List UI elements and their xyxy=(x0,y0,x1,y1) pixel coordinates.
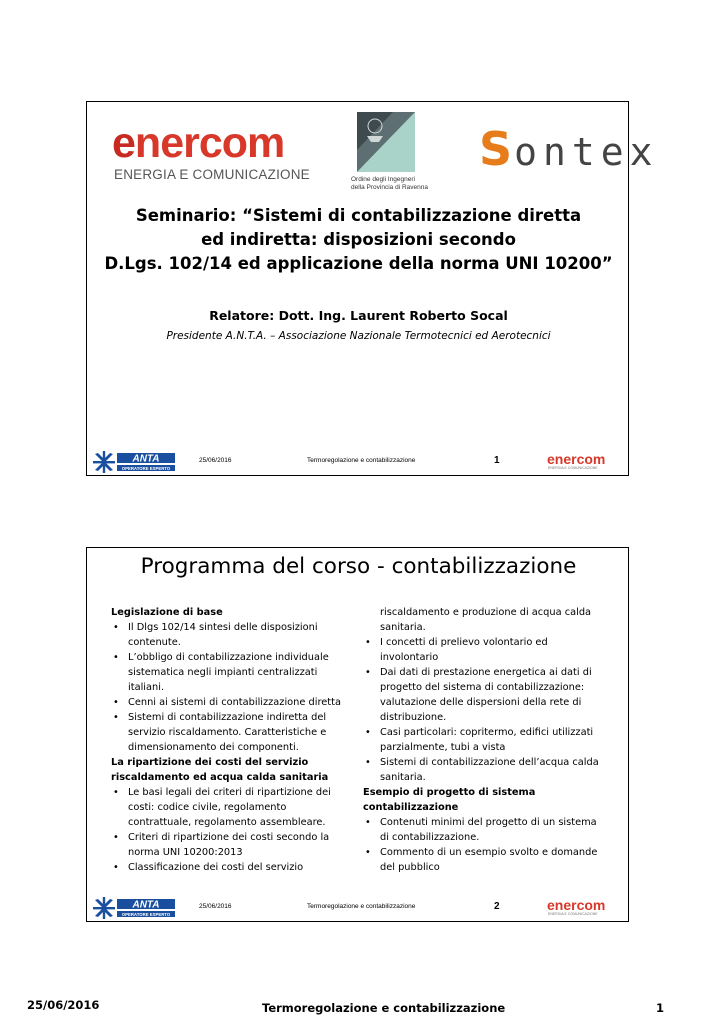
bullet-continuation: costi: codice civile, regolamento xyxy=(128,802,287,813)
enercom-small-word: enercom xyxy=(547,897,606,913)
bullet-item xyxy=(363,845,613,860)
footer-title: Termoregolazione e contabilizzazione xyxy=(307,903,416,910)
seminar-title-line-2: ed indiretta: disposizioni secondo xyxy=(201,230,516,249)
footer-date: 25/06/2016 xyxy=(199,903,232,910)
anta-logo-subtext: OPERATORE ESPERTO xyxy=(121,466,171,471)
bullet-item xyxy=(111,785,341,800)
bullet-item xyxy=(111,650,341,665)
program-left-column xyxy=(111,605,341,875)
bullet-icon: • xyxy=(113,832,119,843)
bullet-item xyxy=(363,665,613,680)
bullet-text: Sistemi di contabilizzazione dell’acqua calda xyxy=(380,757,599,768)
bullet-continuation: sanitaria. xyxy=(380,622,426,633)
bullet-continuation: norma UNI 10200:2013 xyxy=(128,847,243,858)
seminar-title-line-1: Seminario: “Sistemi di contabilizzazione diretta xyxy=(135,206,582,225)
bullet-continuation: sanitaria. xyxy=(380,772,426,783)
bullet-text: L’obbligo di contabilizzazione individuale xyxy=(128,652,329,663)
enercom-logo xyxy=(112,120,312,185)
page-number: 1 xyxy=(656,1001,665,1015)
bullet-continuation: contenute. xyxy=(128,637,181,648)
bullet-text: Cenni ai sistemi di contabilizzazione diretta xyxy=(128,697,341,708)
bullet-item xyxy=(111,860,341,875)
page-footer-title: Termoregolazione e contabilizzazione xyxy=(262,1001,506,1015)
ordine-ingegneri-logo xyxy=(351,112,431,202)
sontex-logo-word: ontex xyxy=(514,130,659,174)
slide-number: 1 xyxy=(494,455,500,466)
anta-logo-icon xyxy=(93,897,177,919)
bullet-text: Commento di un esempio svolto e domande xyxy=(380,847,598,858)
section-heading: riscaldamento ed acqua calda sanitaria xyxy=(111,772,329,783)
seminar-title-line-3: D.Lgs. 102/14 ed applicazione della norma UNI 10200” xyxy=(104,254,613,273)
bullet-text: Casi particolari: copritermo, edifici utilizzati xyxy=(380,727,594,738)
bullet-item xyxy=(363,815,613,830)
enercom-small-tagline: ENERGIA E COMUNICAZIONE xyxy=(548,912,598,916)
slide-2 xyxy=(86,547,629,922)
bullet-icon: • xyxy=(113,787,119,798)
slide-1 xyxy=(86,101,659,476)
section-heading: Legislazione di base xyxy=(111,607,223,618)
footer-title: Termoregolazione e contabilizzazione xyxy=(307,457,416,464)
footer-date: 25/06/2016 xyxy=(199,457,232,464)
bullet-icon: • xyxy=(113,712,119,723)
bullet-text: Contenuti minimi del progetto di un sistema xyxy=(380,817,597,828)
speaker-role: Presidente A.N.T.A. – Associazione Nazionale Termotecnici ed Aerotecnici xyxy=(166,330,551,342)
bullet-icon: • xyxy=(365,847,371,858)
bullet-icon: • xyxy=(113,862,119,873)
anta-logo-subtext: OPERATORE ESPERTO xyxy=(121,912,171,917)
bullet-icon: • xyxy=(365,757,371,768)
bullet-icon: • xyxy=(365,637,371,648)
enercom-small-logo xyxy=(547,452,617,472)
bullet-continuation: progetto del sistema di contabilizzazione: xyxy=(380,682,585,693)
bullet-icon: • xyxy=(113,697,119,708)
speaker-line: Relatore: Dott. Ing. Laurent Roberto Socal xyxy=(209,308,508,323)
bullet-text: Le basi legali dei criteri di ripartizione dei xyxy=(128,787,331,798)
bullet-continuation: di contabilizzazione. xyxy=(380,832,480,843)
ordine-text-line1: Ordine degli Ingegneri xyxy=(351,176,415,183)
enercom-logo-e: e xyxy=(112,119,135,167)
bullet-icon: • xyxy=(113,622,119,633)
bullet-text: Classificazione dei costi del servizio xyxy=(128,862,304,873)
bullet-item xyxy=(363,755,613,770)
bullet-continuation: sistematica negli impianti centralizzati xyxy=(128,667,318,678)
bullet-icon: • xyxy=(365,667,371,678)
bullet-continuation: dimensionamento dei componenti. xyxy=(128,742,299,753)
bullet-icon: • xyxy=(365,727,371,738)
program-title: Programma del corso - contabilizzazione xyxy=(140,554,577,579)
bullet-text: I concetti di prelievo volontario ed xyxy=(380,637,548,648)
bullet-text: Il Dlgs 102/14 sintesi delle disposizioni xyxy=(128,622,318,633)
enercom-small-logo xyxy=(547,898,617,918)
bullet-continuation: parzialmente, tubi a vista xyxy=(380,742,506,753)
bullet-text: Dai dati di prestazione energetica ai dati di xyxy=(380,667,592,678)
bullet-continuation: valutazione delle dispersioni della rete di xyxy=(380,697,582,708)
seminar-title xyxy=(87,204,630,276)
bullet-item xyxy=(111,710,341,725)
ordine-emblem-icon xyxy=(357,112,415,172)
slide-footer xyxy=(87,449,630,475)
anta-logo-text: ANTA xyxy=(132,453,160,465)
bullet-continuation: italiani. xyxy=(128,682,165,693)
program-right-column xyxy=(363,605,613,875)
page-footer-date: 25/06/2016 xyxy=(27,998,100,1012)
anta-logo-text: ANTA xyxy=(132,899,160,911)
bullet-item xyxy=(363,725,613,740)
bullet-continuation: involontario xyxy=(380,652,439,663)
bullet-continuation: riscaldamento e produzione di acqua calda xyxy=(380,607,592,618)
anta-logo-icon xyxy=(93,451,177,473)
enercom-logo-word: nercom xyxy=(134,119,285,167)
bullet-continuation: distribuzione. xyxy=(380,712,447,723)
sontex-logo xyxy=(479,122,659,182)
ordine-text-line2: della Provincia di Ravenna xyxy=(351,184,428,191)
section-heading: Esempio di progetto di sistema xyxy=(363,787,536,798)
bullet-continuation: servizio riscaldamento. Caratteristiche e xyxy=(128,727,327,738)
enercom-small-word: enercom xyxy=(547,451,606,467)
section-heading: La ripartizione dei costi del servizio xyxy=(111,757,309,768)
bullet-text: Criteri di ripartizione dei costi secondo la xyxy=(128,832,330,843)
bullet-continuation: del pubblico xyxy=(380,862,440,873)
sontex-logo-s: S xyxy=(479,122,515,176)
bullet-item xyxy=(111,695,341,710)
slide-number: 2 xyxy=(494,901,500,912)
bullet-text: Sistemi di contabilizzazione indiretta del xyxy=(128,712,327,723)
bullet-item xyxy=(111,830,341,845)
section-heading: contabilizzazione xyxy=(363,802,459,813)
slide-footer xyxy=(87,895,630,921)
enercom-logo-tagline: ENERGIA E COMUNICAZIONE xyxy=(114,167,310,182)
enercom-small-tagline: ENERGIA E COMUNICAZIONE xyxy=(548,466,598,470)
bullet-item xyxy=(111,620,341,635)
bullet-icon: • xyxy=(365,817,371,828)
bullet-item xyxy=(363,635,613,650)
bullet-continuation: contrattuale, regolamento assembleare. xyxy=(128,817,326,828)
bullet-icon: • xyxy=(113,652,119,663)
